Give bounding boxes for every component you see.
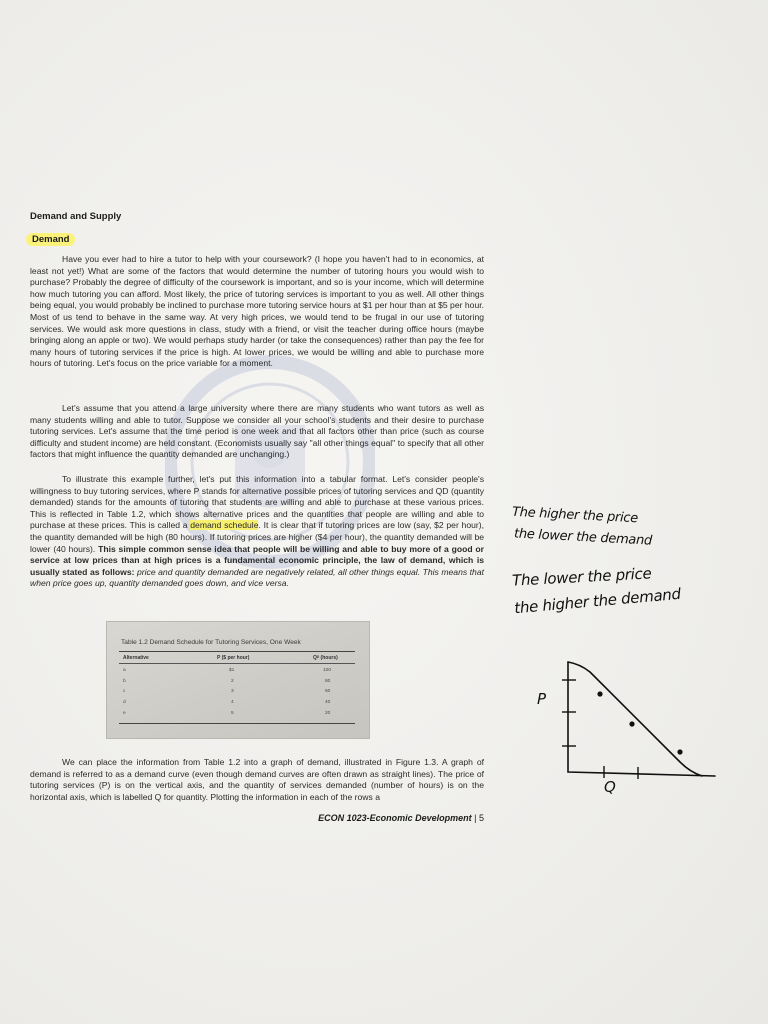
table-cell: 80 [325, 679, 331, 684]
table-rule-mid [119, 663, 355, 664]
table-cell: $1 [229, 668, 235, 673]
table-cell: 3 [231, 689, 234, 694]
handwritten-note-2-line-2: the higher the demand [513, 584, 682, 618]
paragraph-3-text-a: To illustrate this example further, let's put this information into a tabular format. Let's consider people's willingness to buy tutoring services, where P stands for alternative possible prices of tutoring services and QD (quantity demanded) stands for the amounts of tutoring that students are willing and able to purchase at these various prices. This is reflected in Table 1.2, which shows alternative prices and the quantities that people are willing and able to purchase at these prices. This is called a [30, 474, 484, 531]
table-rule-top [119, 651, 355, 652]
table-header-price: P ($ per hour) [217, 655, 250, 661]
handwritten-note-1-line-1: The higher the price [511, 504, 639, 527]
table-cell: 20 [325, 711, 331, 716]
demand-schedule-highlight: demand schedule [190, 520, 259, 531]
table-cell: d [123, 700, 126, 705]
footer-page-number: | 5 [471, 813, 484, 823]
table-cell: 40 [325, 700, 331, 705]
table-cell: c [123, 689, 126, 694]
paragraph-4 [30, 757, 484, 803]
table-title: Table 1.2 Demand Schedule for Tutoring Services, One Week [121, 639, 301, 646]
page-footer [310, 813, 484, 823]
handwritten-note-2-line-1: The lower the price [511, 564, 652, 590]
table-cell: 4 [231, 700, 234, 705]
paragraph-2-text: Let's assume that you attend a large university where there are many students who want tutors as well as many students willing and able to tutor. Suppose we consider all your school's students and their desire to purchase tutoring services. Let's assume that the time period is one week and that all factors other than price (such as course difficulty and student income) are held constant. (Economists usually say "all other things equal" to specify that all other factors that might influence the quantity demanded are unchanging.) [30, 403, 484, 460]
paragraph-3-text-b: . It is clear that if tutoring prices are low (say, $2 per hour), the quantity demanded will be high (80 hours). If tutoring prices are higher ($4 per hour), the quantity demanded will be lower (40 hours). [30, 520, 485, 554]
table-header-alternative: Alternative [123, 655, 149, 661]
footer-course: ECON 1023-Economic Development [318, 813, 472, 823]
table-cell: a [123, 668, 126, 673]
handdrawn-demand-graph [520, 650, 730, 810]
graph-axis-label-q: Q [604, 778, 616, 796]
table-cell: 2 [231, 679, 234, 684]
law-of-demand-italic: price and quantity demanded are negatively related, all other things equal. This means that when price goes up, quantity demanded goes down, and vice versa. [30, 566, 484, 589]
table-header-quantity: Qᴰ (hours) [313, 655, 338, 661]
subsection-title: Demand [26, 233, 75, 246]
law-of-demand-bold: This simple common sense idea that people will be willing and able to buy more of a good or service at low prices than at high prices is a fundamental economic principle, the law of demand, which is usually stated as follows: [30, 543, 484, 577]
table-cell: 100 [323, 668, 332, 673]
section-title: Demand and Supply [30, 211, 122, 222]
table-rule-bottom [119, 723, 355, 724]
paragraph-2 [30, 403, 484, 461]
handwritten-note-1-line-2: the lower the demand [513, 526, 653, 549]
table-cell: e [123, 711, 126, 716]
table-cell: 60 [325, 689, 331, 694]
graph-axis-label-p: P [537, 690, 546, 708]
paragraph-1 [30, 254, 484, 370]
table-cell: b [123, 679, 126, 684]
demand-schedule-table-photo [106, 621, 370, 739]
paragraph-1-text: Have you ever had to hire a tutor to help with your coursework? (I hope you haven't had to in economics, at least not yet!) What are some of the factors that would determine the number of tutoring hours you would wish to purchase? Probably the degree of difficulty of the coursework is important, and so is your income, which will determine how much tutoring you can afford. Most likely, the price of tutoring services is important to you as well. All other things being equal, you would probably be inclined to purchase more tutoring service hours at $1 per hour than at $5 per hour. Most of us tend to behave in the same way. At very high prices, we would tend to be frugal in our use of tutoring services. We would ask more questions in class, study with a friend, or visit the teacher during office hours (maybe bringing along an apple or two). We would perhaps study harder (or take the consequences) rather than pay the fee for many hours of tutoring services if the price is high. At lower prices, we would be willing and able to purchase more hours of tutoring. Let's focus on the price variable for a moment. [30, 254, 484, 369]
paragraph-3 [30, 474, 484, 590]
table-cell: 5 [231, 711, 234, 716]
paragraph-4-text: We can place the information from Table 1.2 into a graph of demand, illustrated in Figure 1.3. A graph of demand is referred to as a demand curve (even though demand curves are often drawn as straight lines). The price of tutoring services (P) is on the vertical axis, and the quantity of services demanded (number of hours) is on the horizontal axis, which is labelled Q for quantity. Plotting the information in each of the rows a [30, 757, 484, 802]
